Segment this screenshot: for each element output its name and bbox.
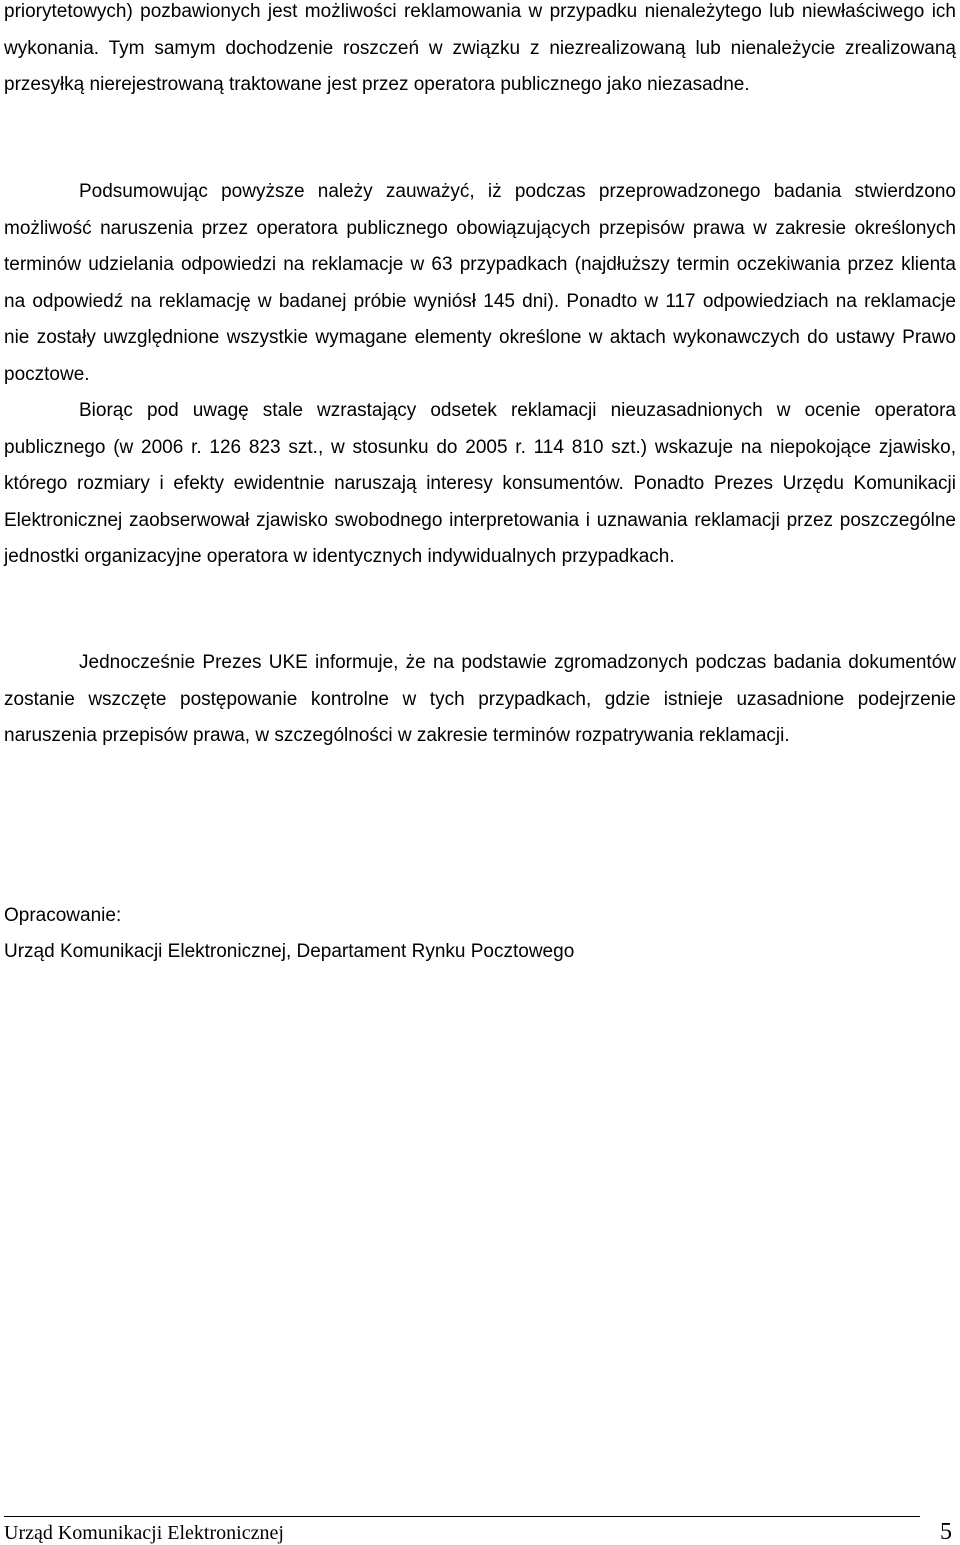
paragraph-summary-violations: Podsumowując powyższe należy zauważyć, iż podczas przeprowadzonego badania stwierdzono możliwość naruszenia przez operatora publicznego obowiązujących przepisów prawa w zakresie określonych terminów udzielania odpowiedzi na reklamacje w 63 przypadkach (najdłuższy termin oczekiwania przez klienta na odpowiedź na reklamację w badanej próbie wyniósł 145 dni). Ponadto w 117 odpowiedziach na reklamacje nie zostały uwzględnione wszystkie wymagane elementy określone w aktach wykonawczych do ustawy Prawo pocztowe.: [4, 181, 956, 385]
paragraph-continuation: priorytetowych) pozbawionych jest możliwości reklamowania w przypadku nienależytego lub niewłaściwego ich wykonania. Tym samym dochodzenie roszczeń w związku z niezrealizowaną lub nienależycie zrealizowaną przesyłką nierejestrowaną traktowane jest przez operatora publicznego jako niezasadne.: [4, 1, 956, 95]
footer-divider: [4, 1516, 920, 1517]
summary-section: [4, 174, 956, 576]
preparation-author: Urząd Komunikacji Elektronicznej, Departament Rynku Pocztowego: [4, 941, 575, 962]
preparation-label: Opracowanie:: [4, 905, 122, 926]
paragraph-summary-complaints: Biorąc pod uwagę stale wzrastający odsetek reklamacji nieuzasadnionych w ocenie operatora publicznego (w 2006 r. 126 823 szt., w stosunku do 2005 r. 114 810 szt.) wskazuje na niepokojące zjawisko, którego rozmiary i efekty ewidentnie naruszają interesy konsumentów. Ponadto Prezes Urzędu Komunikacji Elektronicznej zaobserwował zjawisko swobodnego interpretowania i uznawania reklamacji przez poszczególne jednostki organizacyjne operatora w identycznych indywidualnych przypadkach.: [4, 400, 956, 567]
footer-organization: Urząd Komunikacji Elektronicznej: [4, 1522, 284, 1544]
paragraph-announcement: Jednocześnie Prezes UKE informuje, że na podstawie zgromadzonych podczas badania dokumentów zostanie wszczęte postępowanie kontrolne w tych przypadkach, gdzie istnieje uzasadnione podejrzenie naruszenia przepisów prawa, w szczególności w zakresie terminów rozpatrywania reklamacji.: [4, 652, 956, 746]
page-number: 5: [940, 1519, 952, 1545]
